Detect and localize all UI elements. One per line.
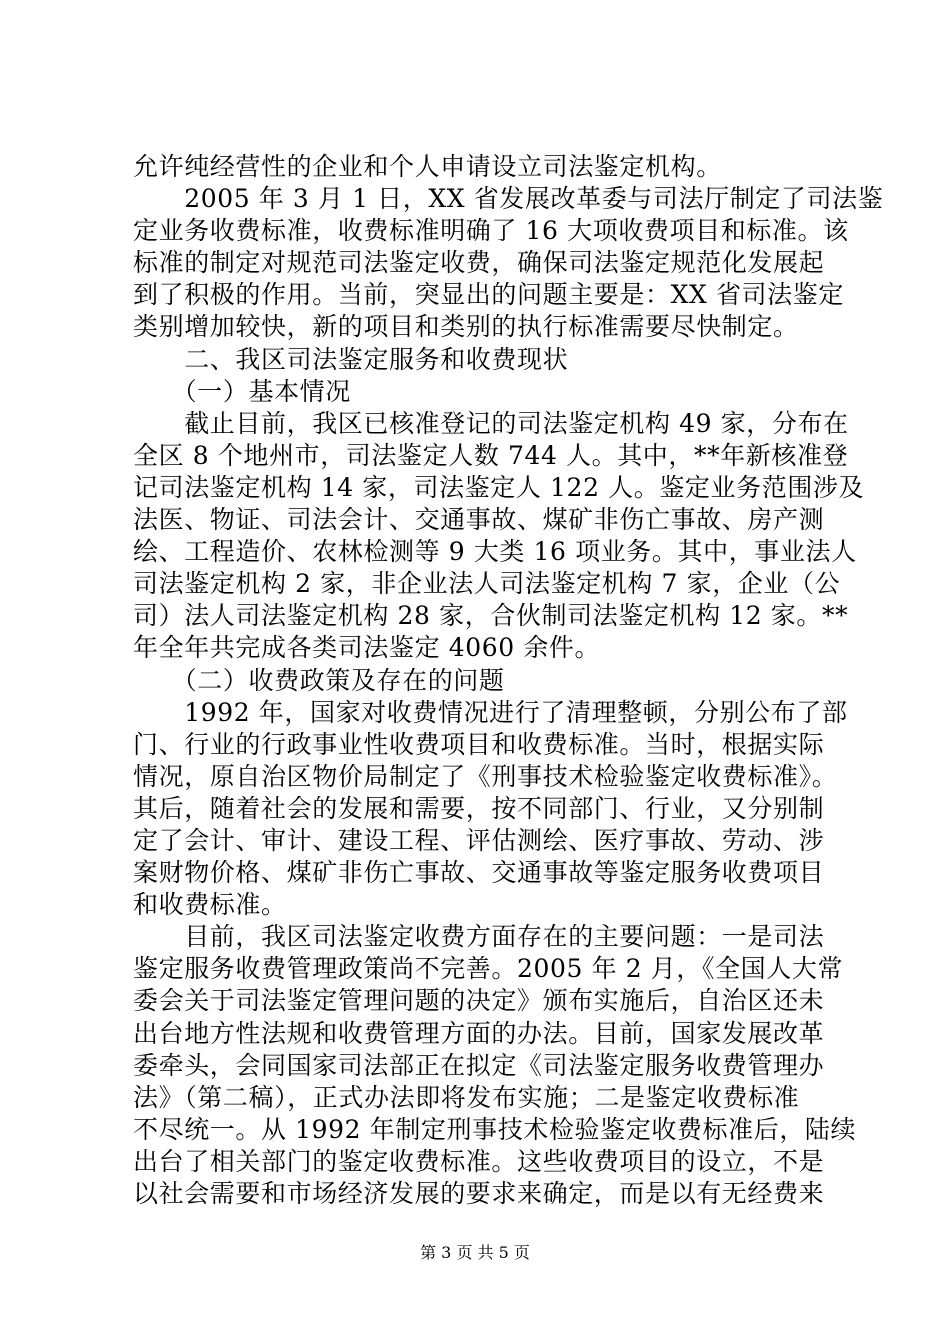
section-heading: 二、我区司法鉴定服务和收费现状 [133,344,569,374]
text-line: 不尽统一。从 1992 年制定刑事技术检验鉴定收费标准后，陆续 [133,1114,857,1144]
text-line: 和收费标准。 [133,890,287,920]
text-line: 其后，随着社会的发展和需要，按不同部门、行业，又分别制 [133,793,825,823]
text-line: 2005 年 3 月 1 日，XX 省发展改革委与司法厅制定了司法鉴 [133,184,884,214]
text-line: 出台了相关部门的鉴定收费标准。这些收费项目的设立，不是 [133,1146,825,1176]
text-line: 截止目前，我区已核准登记的司法鉴定机构 49 家，分布在 [133,408,849,438]
text-line: 允许纯经营性的企业和个人申请设立司法鉴定机构。 [133,152,722,181]
text-line: 定业务收费标准，收费标准明确了 16 大项收费项目和标准。该 [133,216,849,246]
text-line: 目前，我区司法鉴定收费方面存在的主要问题：一是司法 [133,922,825,952]
text-line: 记司法鉴定机构 14 家，司法鉴定人 122 人。鉴定业务范围涉及 [133,472,865,502]
text-line: 司）法人司法鉴定机构 28 家，合伙制司法鉴定机构 12 家。** [133,601,849,631]
text-line: 类别增加较快，新的项目和类别的执行标准需要尽快制定。 [133,312,799,342]
text-line: 委牵头，会同国家司法部正在拟定《司法鉴定服务收费管理办 [133,1050,825,1080]
text-line: 司法鉴定机构 2 家，非企业法人司法鉴定机构 7 家，企业（公 [133,569,841,599]
text-line: 出台地方性法规和收费管理方面的办法。目前，国家发展改革 [133,1018,825,1048]
text-line: 以社会需要和市场经济发展的要求来确定，而是以有无经费来 [133,1179,825,1208]
text-line: 鉴定服务收费管理政策尚不完善。2005 年 2 月，《全国人大常 [133,954,844,984]
page-footer [0,1243,950,1263]
text-line: 绘、工程造价、农林检测等 9 大类 16 项业务。其中，事业法人 [133,537,857,567]
text-line: 年全年共完成各类司法鉴定 4060 余件。 [133,633,601,663]
text-line: 案财物价格、煤矿非伤亡事故、交通事故等鉴定服务收费项目 [133,858,825,888]
text-line: 1992 年，国家对收费情况进行了清理整顿，分别公布了部 [133,697,848,727]
body-text [133,151,884,1210]
text-line: 情况，原自治区物价局制定了《刑事技术检验鉴定收费标准》。 [133,761,838,791]
subsection-heading: （一）基本情况 [133,376,351,406]
text-line: 法医、物证、司法会计、交通事故、煤矿非伤亡事故、房产测 [133,505,825,535]
text-line: 到了积极的作用。当前，突显出的问题主要是：XX 省司法鉴定 [133,280,844,310]
subsection-heading: （二）收费政策及存在的问题 [133,665,505,695]
text-line: 标准的制定对规范司法鉴定收费，确保司法鉴定规范化发展起 [133,248,825,278]
text-line: 法》（第二稿），正式办法即将发布实施；二是鉴定收费标准 [133,1082,800,1112]
text-line: 全区 8 个地州市，司法鉴定人数 744 人。其中，**年新核准登 [133,440,849,470]
page-number: 第 3 页 共 5 页 [420,1243,530,1262]
text-line: 定了会计、审计、建设工程、评估测绘、医疗事故、劳动、涉 [133,825,825,855]
text-line: 委会关于司法鉴定管理问题的决定》颁布实施后，自治区还未 [133,986,825,1016]
text-line: 门、行业的行政事业性收费项目和收费标准。当时，根据实际 [133,729,825,759]
